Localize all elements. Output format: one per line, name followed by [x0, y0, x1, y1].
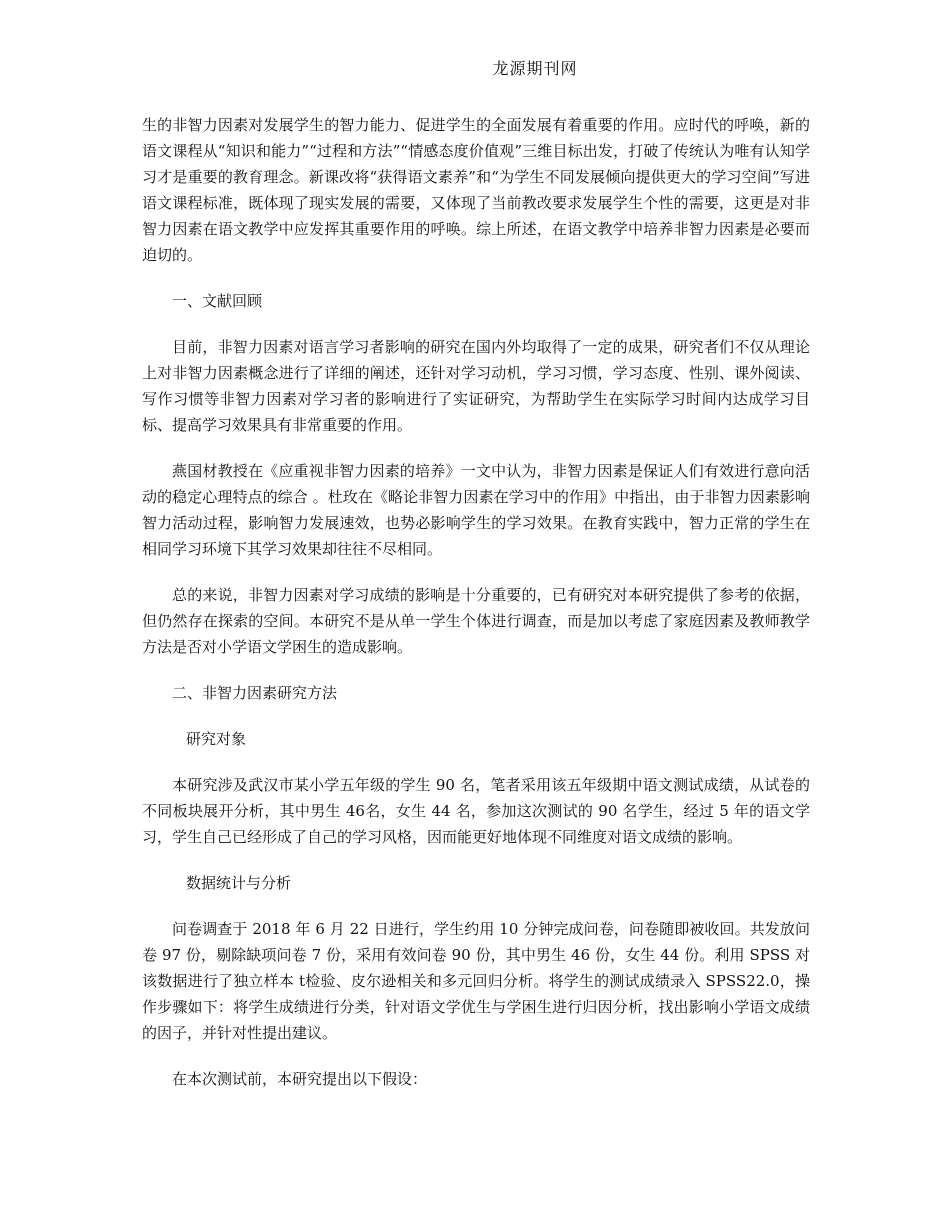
paragraph-literature-2: 燕国材教授在《应重视非智力因素的培养》一文中认为，非智力因素是保证人们有效进行意向活动的稳定心理特点的综合 。杜玫在《略论非智力因素在学习中的作用》中指出，由于非智力因素影响智力活动过程，影响智力发展速效，也势必影响学生的学习效果。在教育实践中，智力正常的学生在相同学习环境下其学习效果却往往不尽相同。 [142, 462, 810, 558]
paragraph-intro: 生的非智力因素对发展学生的智力能力、促进学生的全面发展有着重要的作用。应时代的呼唤，新的语文课程从“知识和能力”“过程和方法”“情感态度价值观”三维目标出发，打破了传统认为唯有认知学习才是重要的教育理念。新课改将“获得语文素养”和“为学生不同发展倾向提供更大的学习空间”写进语文课程标准，既体现了现实发展的需要，又体现了当前教改要求发展学生个性的需要，这更是对非智力因素在语文教学中应发挥其重要作用的呼唤。综上所述，在语文教学中培养非智力因素是必要而迫切的。 [142, 116, 810, 264]
paragraph-literature-3: 总的来说，非智力因素对学习成绩的影响是十分重要的，已有研究对本研究提供了参考的依据，但仍然存在探索的空间。本研究不是从单一学生个体进行调查，而是加以考虑了家庭因素及教师教学方法是否对小学语文学困生的造成影响。 [142, 586, 810, 656]
subheading-research-subjects: 研究对象 [186, 730, 247, 748]
subheading-data-analysis: 数据统计与分析 [186, 874, 292, 892]
paragraph-literature-1: 目前，非智力因素对语言学习者影响的研究在国内外均取得了一定的成果，研究者们不仅从理论上对非智力因素概念进行了详细的阐述，还针对学习动机，学习习惯，学习态度、性别、课外阅读、写作习惯等非智力因素对学习者的影响进行了实证研究，为帮助学生在实际学习时间内达成学习目标、提高学习效果具有非常重要的作用。 [142, 338, 810, 434]
section-heading-research-method: 二、非智力因素研究方法 [172, 684, 338, 702]
page-header [0, 56, 950, 79]
paragraph-research-subjects: 本研究涉及武汉市某小学五年级的学生 90 名，笔者采用该五年级期中语文测试成绩，从试卷的不同板块展开分析，其中男生 46名，女生 44 名，参加这次测试的 90 名学生，经过 5 年的语文学习，学生自己已经形成了自己的学习风格，因而能更好地体现不同维度对语文成绩的影响。 [142, 776, 810, 846]
section-heading-literature-review: 一、文献回顾 [172, 292, 263, 310]
article-body [142, 112, 810, 1112]
site-name: 龙源期刊网 [492, 59, 578, 78]
paragraph-hypothesis-intro: 在本次测试前，本研究提出以下假设： [172, 1070, 428, 1088]
paragraph-data-analysis: 问卷调查于 2018 年 6 月 22 日进行，学生约用 10 分钟完成问卷，问卷随即被收回。共发放问卷 97 份，剔除缺项问卷 7 份，采用有效问卷 90 份，其中男生 46 份，女生 44 份。利用 SPSS 对该数据进行了独立样本 t检验、皮尔逊相关和多元回归分析。将学生的测试成绩录入 SPSS22.0，操作步骤如下：将学生成绩进行分类，针对语文学优生与学困生进行归因分析，找出影响小学语文成绩的因子，并针对性提出建议。 [142, 920, 810, 1042]
